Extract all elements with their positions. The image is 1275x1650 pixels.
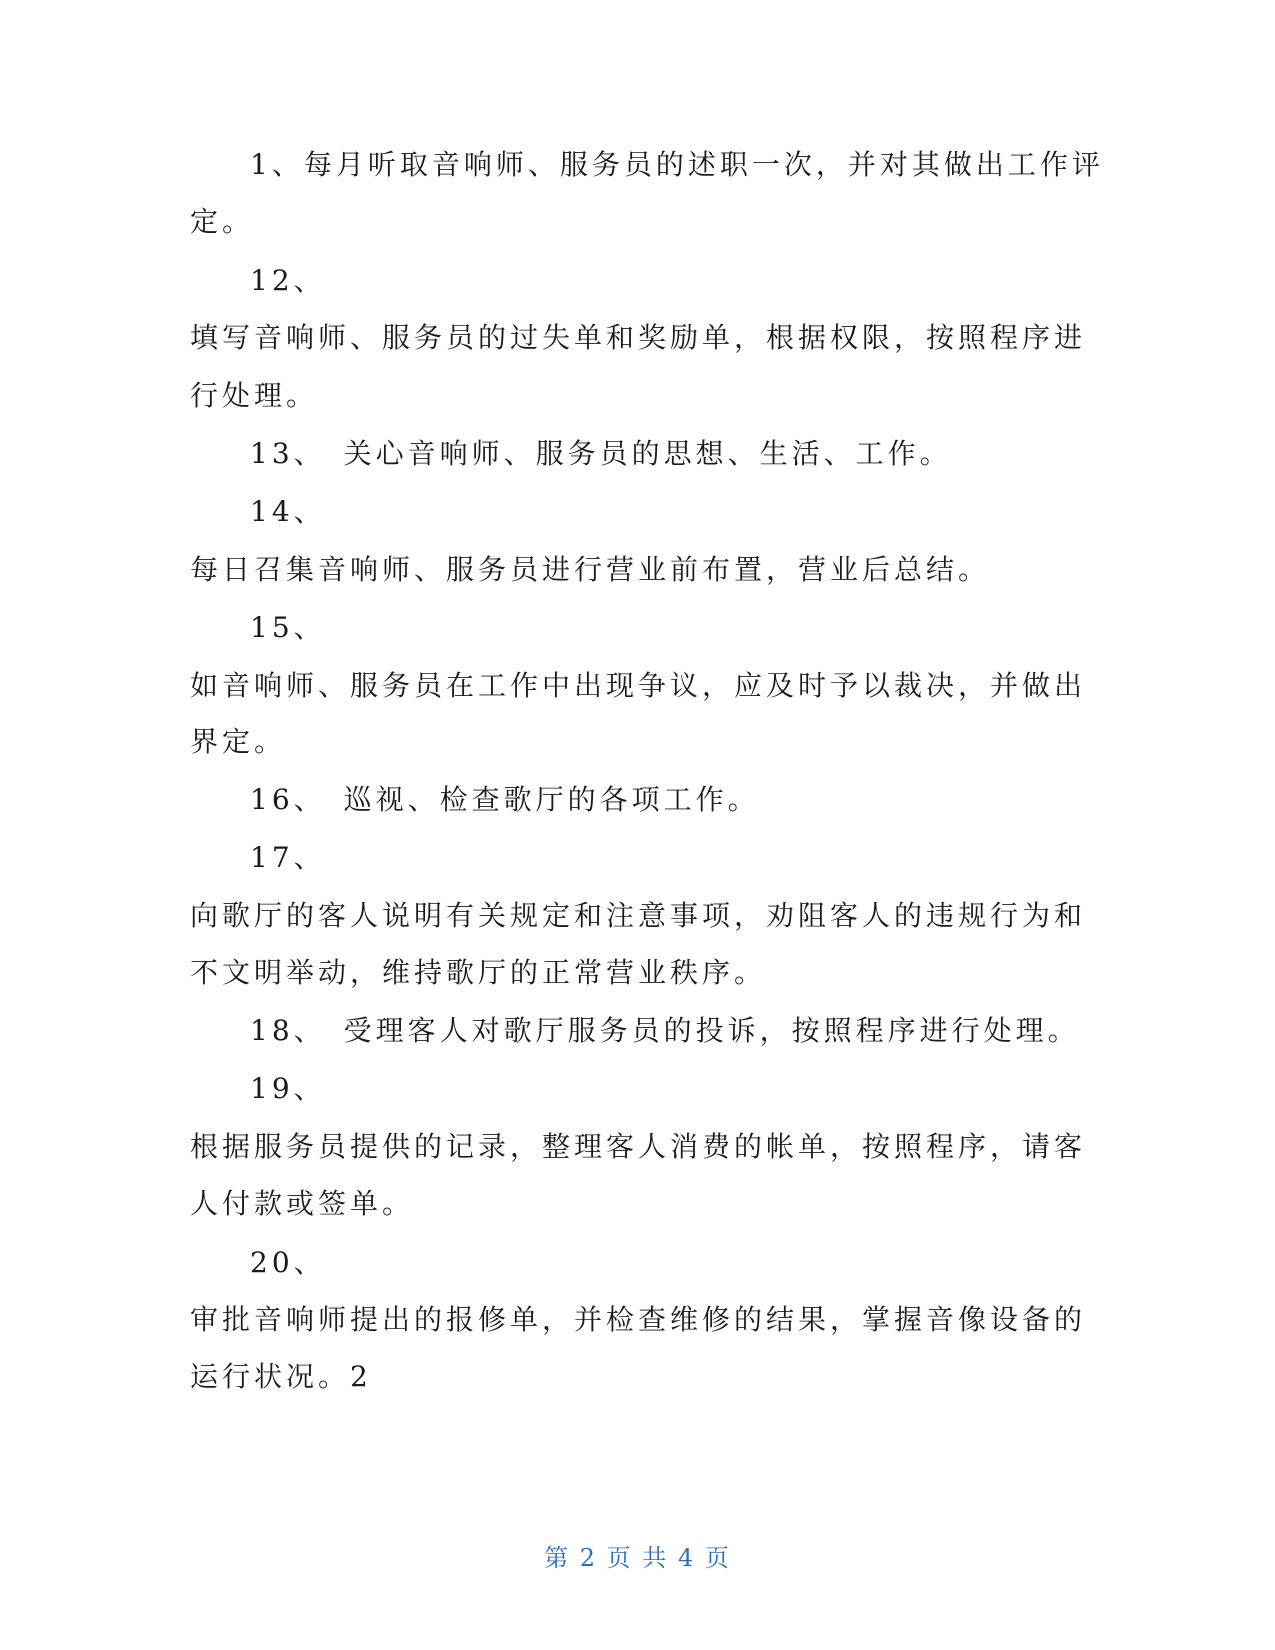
item-number: 20、 (250, 1246, 326, 1279)
paragraph-line: 1、每月听取音响师、服务员的述职一次，并对其做出工作评 (250, 148, 1104, 181)
paragraph-line: 13、 关心音响师、服务员的思想、生活、工作。 (250, 437, 952, 470)
paragraph-line: 定。 (190, 205, 255, 238)
paragraph-line: 16、 巡视、检查歌厅的各项工作。 (250, 783, 760, 816)
paragraph-line: 填写音响师、服务员的过失单和奖励单，根据权限，按照程序进 (190, 321, 1087, 354)
paragraph-line: 不文明举动，维持歌厅的正常营业秩序。 (190, 956, 767, 989)
paragraph-line: 审批音响师提出的报修单，并检查维修的结果，掌握音像设备的 (190, 1303, 1087, 1336)
paragraph-line: 如音响师、服务员在工作中出现争议，应及时予以裁决，并做出 (190, 669, 1087, 702)
item-number: 19、 (250, 1072, 326, 1105)
item-number: 15、 (250, 611, 326, 644)
paragraph-line: 每日召集音响师、服务员进行营业前布置，营业后总结。 (190, 553, 991, 586)
paragraph-line: 向歌厅的客人说明有关规定和注意事项，劝阻客人的违规行为和 (190, 899, 1087, 932)
item-number: 17、 (250, 841, 326, 874)
paragraph-line: 行处理。 (190, 379, 319, 412)
page-number-footer: 第 2 页 共 4 页 (544, 1544, 731, 1572)
paragraph-line: 根据服务员提供的记录，整理客人消费的帐单，按照程序，请客 (190, 1130, 1087, 1163)
paragraph-line: 运行状况。2 (190, 1360, 372, 1393)
item-number: 12、 (250, 264, 326, 297)
item-number: 14、 (250, 495, 326, 528)
paragraph-line: 界定。 (190, 725, 287, 758)
paragraph-line: 人付款或签单。 (190, 1187, 415, 1220)
paragraph-line: 18、 受理客人对歌厅服务员的投诉，按照程序进行处理。 (250, 1014, 1080, 1047)
